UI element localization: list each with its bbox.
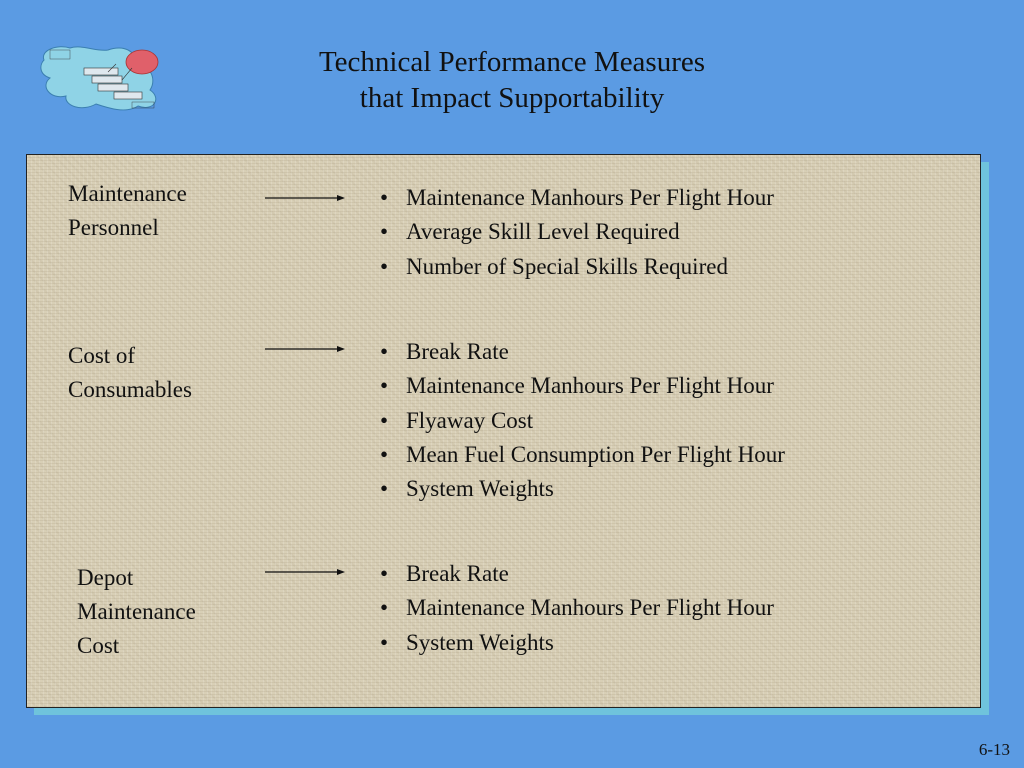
bullet-list <box>380 181 774 284</box>
bullet-icon: • <box>380 253 389 279</box>
bullet-icon: • <box>380 441 389 467</box>
title-line-1: Technical Performance Measures <box>318 46 706 78</box>
bullet-list <box>380 335 785 506</box>
title-line-2: that Impact Supportability <box>359 82 665 114</box>
bullet-icon: • <box>380 407 389 433</box>
content-panel <box>26 154 981 708</box>
label-line: Maintenance <box>68 181 187 206</box>
slide-title <box>200 44 824 116</box>
bullet-icon: • <box>380 339 389 364</box>
bullet-icon: • <box>380 373 389 399</box>
bullet-icon: • <box>380 629 389 655</box>
arrow-icon <box>265 567 345 577</box>
bullet-icon: • <box>380 561 389 586</box>
arrow-icon <box>265 193 345 203</box>
group-label <box>77 561 196 663</box>
list-item: • System Weights <box>380 472 785 506</box>
list-item: • Mean Fuel Consumption Per Flight Hour <box>380 438 785 472</box>
list-item: • Maintenance Manhours Per Flight Hour <box>380 591 774 625</box>
label-line: Cost <box>77 633 120 658</box>
group-label <box>68 177 187 245</box>
group-label <box>68 339 192 407</box>
page-number: 6-13 <box>978 740 1010 759</box>
list-item: • Break Rate <box>380 557 774 591</box>
list-item: • Maintenance Manhours Per Flight Hour <box>380 181 774 215</box>
label-line: Cost of <box>68 343 136 368</box>
list-item: • Break Rate <box>380 335 785 369</box>
label-line: Consumables <box>68 377 192 402</box>
bullet-icon: • <box>380 476 389 502</box>
bullet-icon: • <box>380 595 389 621</box>
list-item: • System Weights <box>380 626 774 660</box>
bullet-list <box>380 557 774 660</box>
bullet-icon: • <box>380 219 389 245</box>
process-map-logo-icon <box>38 42 168 114</box>
list-item: • Average Skill Level Required <box>380 215 774 249</box>
arrow-icon <box>265 344 345 354</box>
bullet-icon: • <box>380 185 389 210</box>
list-item: • Number of Special Skills Required <box>380 250 774 284</box>
label-line: Maintenance <box>77 599 196 624</box>
list-item: • Flyaway Cost <box>380 404 785 438</box>
label-line: Personnel <box>68 215 159 240</box>
list-item: • Maintenance Manhours Per Flight Hour <box>380 369 785 403</box>
label-line: Depot <box>77 565 134 590</box>
